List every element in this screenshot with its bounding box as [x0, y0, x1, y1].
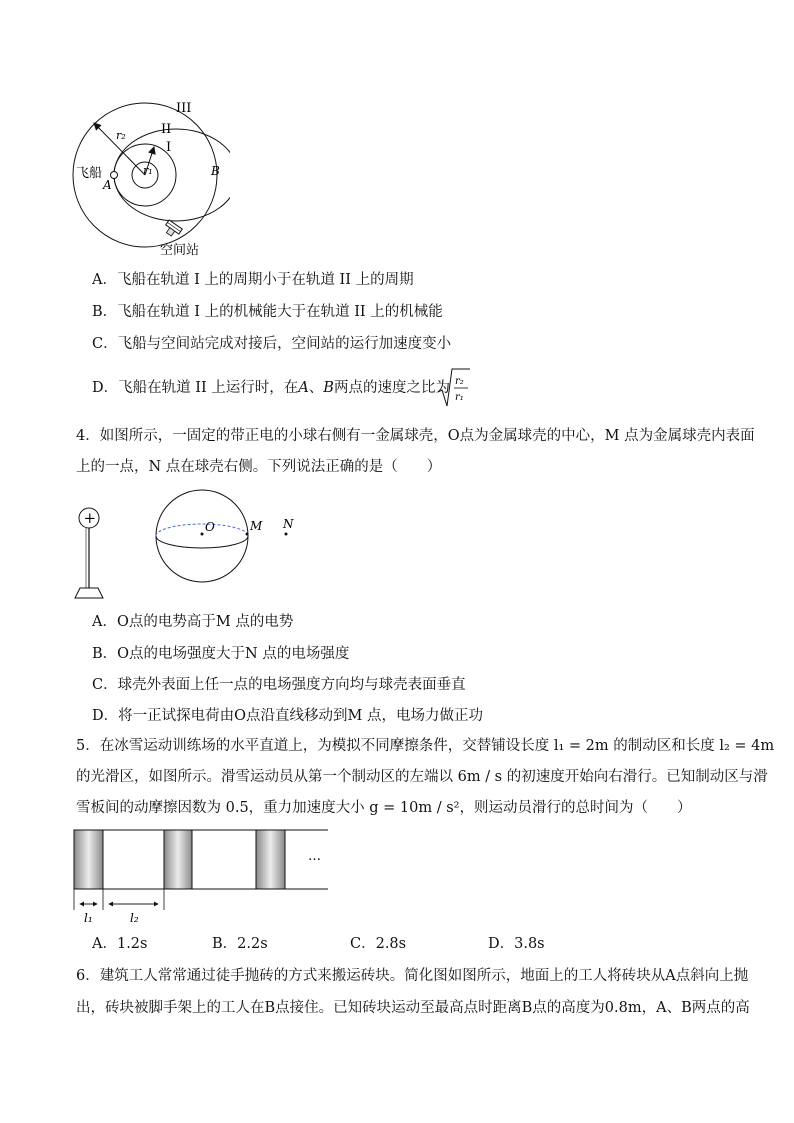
- r1-label: r₁: [143, 164, 153, 177]
- q3-option-c: C．飞船与空间站完成对接后，空间站的运行加速度变小: [92, 336, 452, 352]
- l1-label: l₁: [84, 911, 93, 925]
- q5-stem-line1: 5．在冰雪运动训练场的水平直道上，为模拟不同摩擦条件，交替铺设长度 l₁ = 2m 的制动区和长度 l₂ = 4m: [76, 738, 775, 754]
- q5-option-c: C．2.8s: [350, 936, 407, 952]
- orbit-figure: [70, 92, 230, 262]
- q3-option-a: A．飞船在轨道 I 上的周期小于在轨道 II 上的周期: [92, 272, 414, 288]
- r2-label: r₂: [116, 129, 126, 142]
- q4-stem-line2: 上的一点，N 点在球壳右侧。下列说法正确的是（ ）: [76, 459, 442, 475]
- plus-sign: +: [83, 509, 97, 527]
- space-station-icon: [162, 220, 182, 239]
- q6-stem-line1: 6．建筑工人常常通过徒手抛砖的方式来搬运砖块。简化图如图所示，地面上的工人将砖块从A点斜向上抛: [76, 968, 749, 984]
- orbit-label-i: I: [166, 140, 172, 155]
- brake-zone-3: [256, 830, 285, 889]
- q3-option-b: B．飞船在轨道 I 上的机械能大于在轨道 II 上的机械能: [92, 304, 443, 320]
- metal-shell: [156, 490, 248, 582]
- equator-front: [156, 536, 248, 548]
- q4-option-b: B．O点的电场强度大于N 点的电场强度: [92, 646, 350, 662]
- q3-option-d-prefix: D．飞船在轨道 II 上运行时，在: [92, 380, 299, 396]
- point-n-label: N: [283, 517, 294, 531]
- brake-zone-1: [74, 830, 103, 889]
- point-m: [246, 533, 249, 536]
- q3-option-d-point-b: B: [323, 380, 334, 396]
- point-n: [285, 533, 288, 536]
- point-o-label: O: [205, 520, 215, 534]
- q5-stem-line2: 的光滑区，如图所示。滑雪运动员从第一个制动区的左端以 6m / s 的初速度开始向右滑行。已知制动区与滑: [76, 769, 768, 785]
- track-figure: [70, 826, 340, 926]
- q3-option-d: [92, 378, 450, 398]
- q3-option-d-point-a: A: [298, 380, 309, 396]
- sqrt-numerator: r₂: [455, 376, 464, 387]
- q3-option-d-sep: 、: [308, 380, 324, 396]
- orbit-label-ii: II: [161, 122, 172, 137]
- ship-label: 飞船: [76, 166, 103, 181]
- track-ellipsis: …: [308, 849, 321, 864]
- point-o: [201, 533, 204, 536]
- point-b-label: B: [211, 164, 220, 178]
- orbit-label-iii: III: [176, 101, 192, 116]
- q4-option-a: A．O点的电势高于M 点的电势: [92, 614, 294, 630]
- q5-option-b: B．2.2s: [212, 936, 268, 952]
- q4-option-d: D．将一正试探电荷由O点沿直线移动到M 点，电场力做正功: [92, 708, 483, 724]
- q6-stem-line2: 出，砖块被脚手架上的工人在B点接住。已知砖块运动至最高点时距离B点的高度为0.8m，A、B两点的高: [76, 1000, 750, 1016]
- q5-stem-line3: 雪板间的动摩擦因数为 0.5，重力加速度大小 g = 10m / s²，则运动员滑行的总时间为（ ）: [76, 800, 692, 816]
- sqrt-fraction: [437, 366, 471, 410]
- q4-stem-line1: 4．如图所示，一固定的带正电的小球右侧有一金属球壳，O点为金属球壳的中心，M 点为金属球壳内表面: [76, 428, 755, 444]
- sphere-figure: [70, 488, 330, 604]
- q4-option-c: C．球壳外表面上任一点的电场强度方向均与球壳表面垂直: [92, 677, 466, 693]
- l2-label: l₂: [130, 911, 139, 925]
- point-a-label: A: [103, 178, 112, 192]
- brake-zone-2: [164, 830, 192, 889]
- sqrt-denominator: r₁: [455, 392, 464, 403]
- point-m-label: M: [250, 519, 263, 533]
- q5-option-a: A．1.2s: [92, 936, 148, 952]
- q5-option-d: D．3.8s: [488, 936, 545, 952]
- q3-option-d-mid: 两点的速度之比为: [333, 380, 450, 396]
- station-label: 空间站: [160, 243, 200, 258]
- stand-base: [75, 588, 103, 598]
